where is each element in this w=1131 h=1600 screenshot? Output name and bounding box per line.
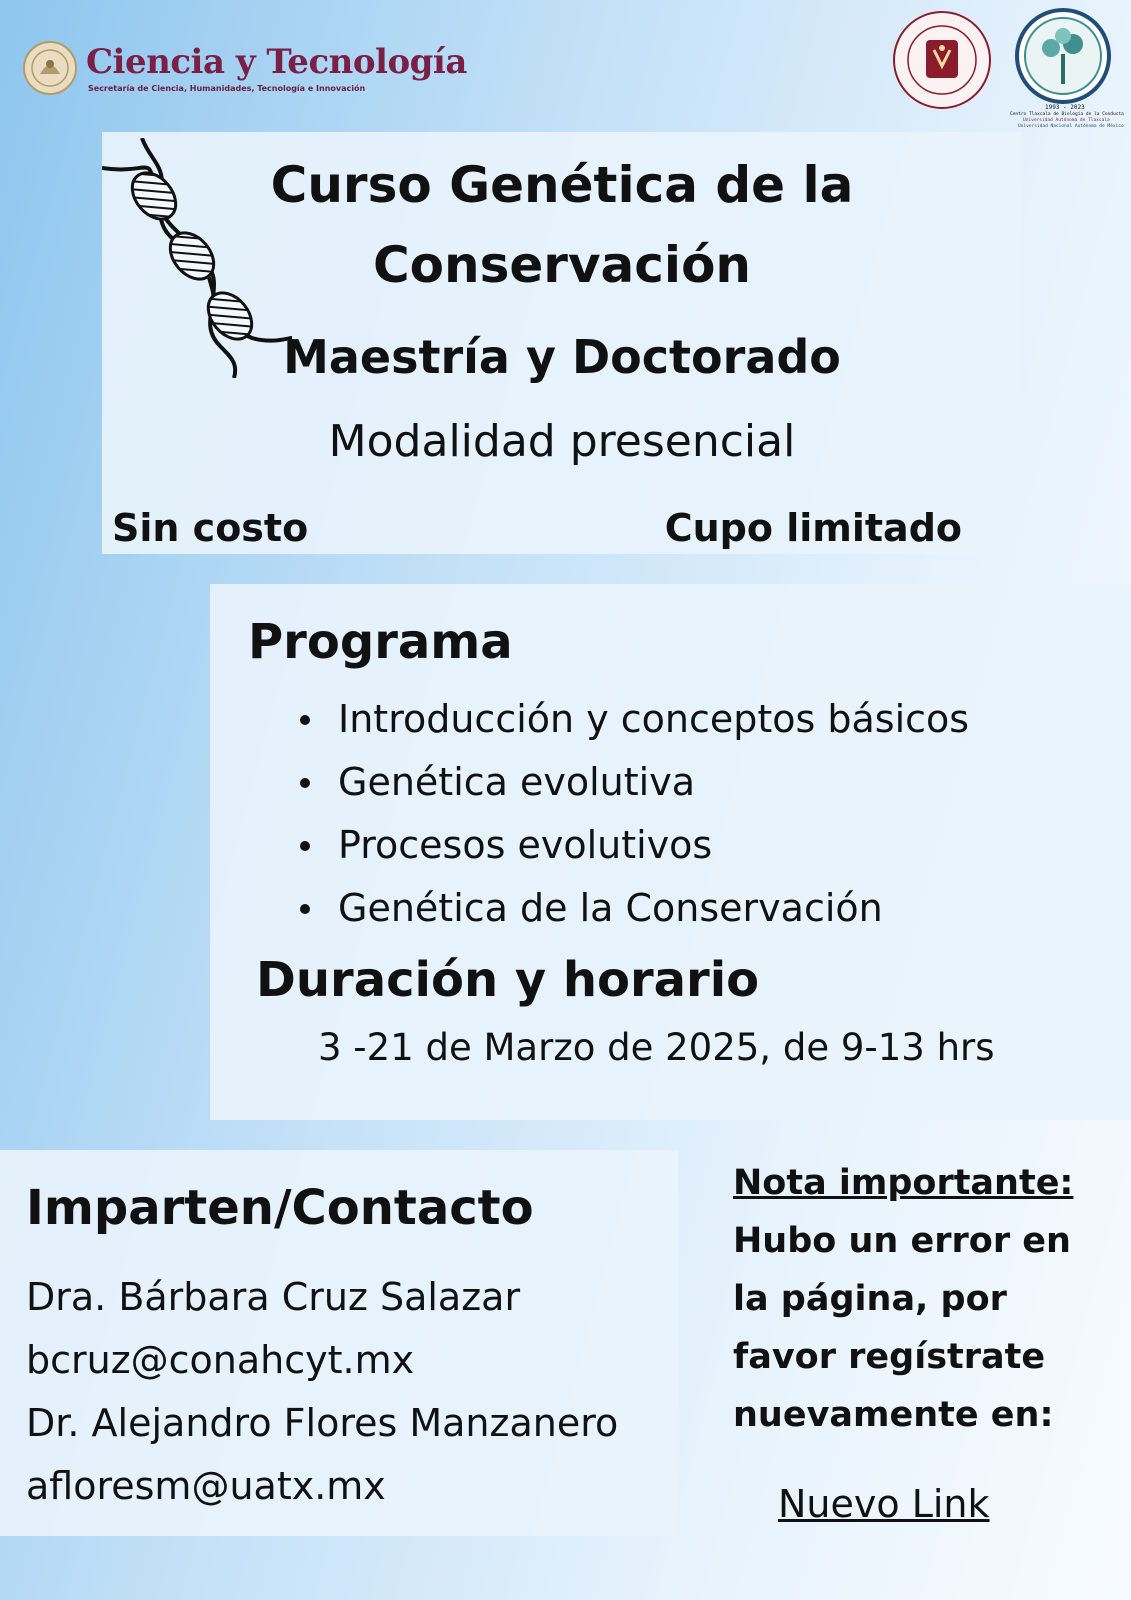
course-title-line1: Curso Genética de la	[270, 156, 854, 214]
course-title-line2: Conservación	[372, 236, 752, 294]
coat-of-arms-icon	[22, 40, 78, 96]
course-level: Maestría y Doctorado	[283, 330, 841, 384]
uatx-seal-icon	[892, 10, 992, 110]
logo-subtitle: Secretaría de Ciencia, Humanidades, Tecnología e Innovación	[88, 84, 366, 93]
note-block	[733, 1154, 1113, 1444]
note-line-3: favor regístrate	[733, 1337, 1046, 1377]
note-line-2: la página, por	[733, 1279, 1007, 1319]
ctbc-seal-icon	[1015, 8, 1111, 104]
bullet-icon	[300, 778, 310, 788]
list-item: Introducción y conceptos básicos	[300, 688, 969, 751]
bullet-icon	[300, 904, 310, 914]
contact-list	[26, 1266, 618, 1518]
ciencia-tecnologia-logo	[22, 40, 492, 100]
contact-email-1[interactable]: bcruz@conahcyt.mx	[26, 1338, 415, 1382]
list-item: Procesos evolutivos	[300, 814, 969, 877]
course-cost: Sin costo	[112, 506, 309, 550]
schedule-heading: Duración y horario	[256, 952, 760, 1008]
note-heading: Nota importante:	[733, 1163, 1074, 1203]
seal-caption-3: Universidad Nacional Autónoma de México	[1018, 124, 1124, 129]
bullet-icon	[300, 715, 310, 725]
bullet-icon	[300, 841, 310, 851]
program-heading: Programa	[248, 614, 513, 670]
schedule-text: 3 -21 de Marzo de 2025, de 9-13 hrs	[318, 1026, 995, 1069]
course-capacity: Cupo limitado	[664, 506, 962, 550]
list-item: Genética evolutiva	[300, 751, 969, 814]
contact-heading: Imparten/Contacto	[26, 1180, 534, 1236]
note-line-1: Hubo un error en	[733, 1221, 1071, 1261]
new-link[interactable]: Nuevo Link	[778, 1482, 990, 1526]
course-panel	[102, 132, 1022, 554]
contact-name-1: Dra. Bárbara Cruz Salazar	[26, 1275, 521, 1319]
program-list	[300, 688, 969, 940]
course-modality: Modalidad presencial	[328, 416, 796, 467]
contact-email-2[interactable]: afloresm@uatx.mx	[26, 1464, 386, 1508]
list-item: Genética de la Conservación	[300, 877, 969, 940]
contact-name-2: Dr. Alejandro Flores Manzanero	[26, 1401, 619, 1445]
logo-title: Ciencia y Tecnología	[86, 42, 467, 82]
seal-caption-2: Universidad Autónoma de Tlaxcala	[1023, 118, 1110, 123]
note-line-4: nuevamente en:	[733, 1395, 1054, 1435]
seal-years: 1993 - 2023	[1045, 104, 1085, 111]
contact-panel	[0, 1150, 678, 1536]
seal-caption-1: Centro Tlaxcala de Biología de la Conducta	[1010, 112, 1124, 117]
program-panel	[210, 584, 1131, 1120]
